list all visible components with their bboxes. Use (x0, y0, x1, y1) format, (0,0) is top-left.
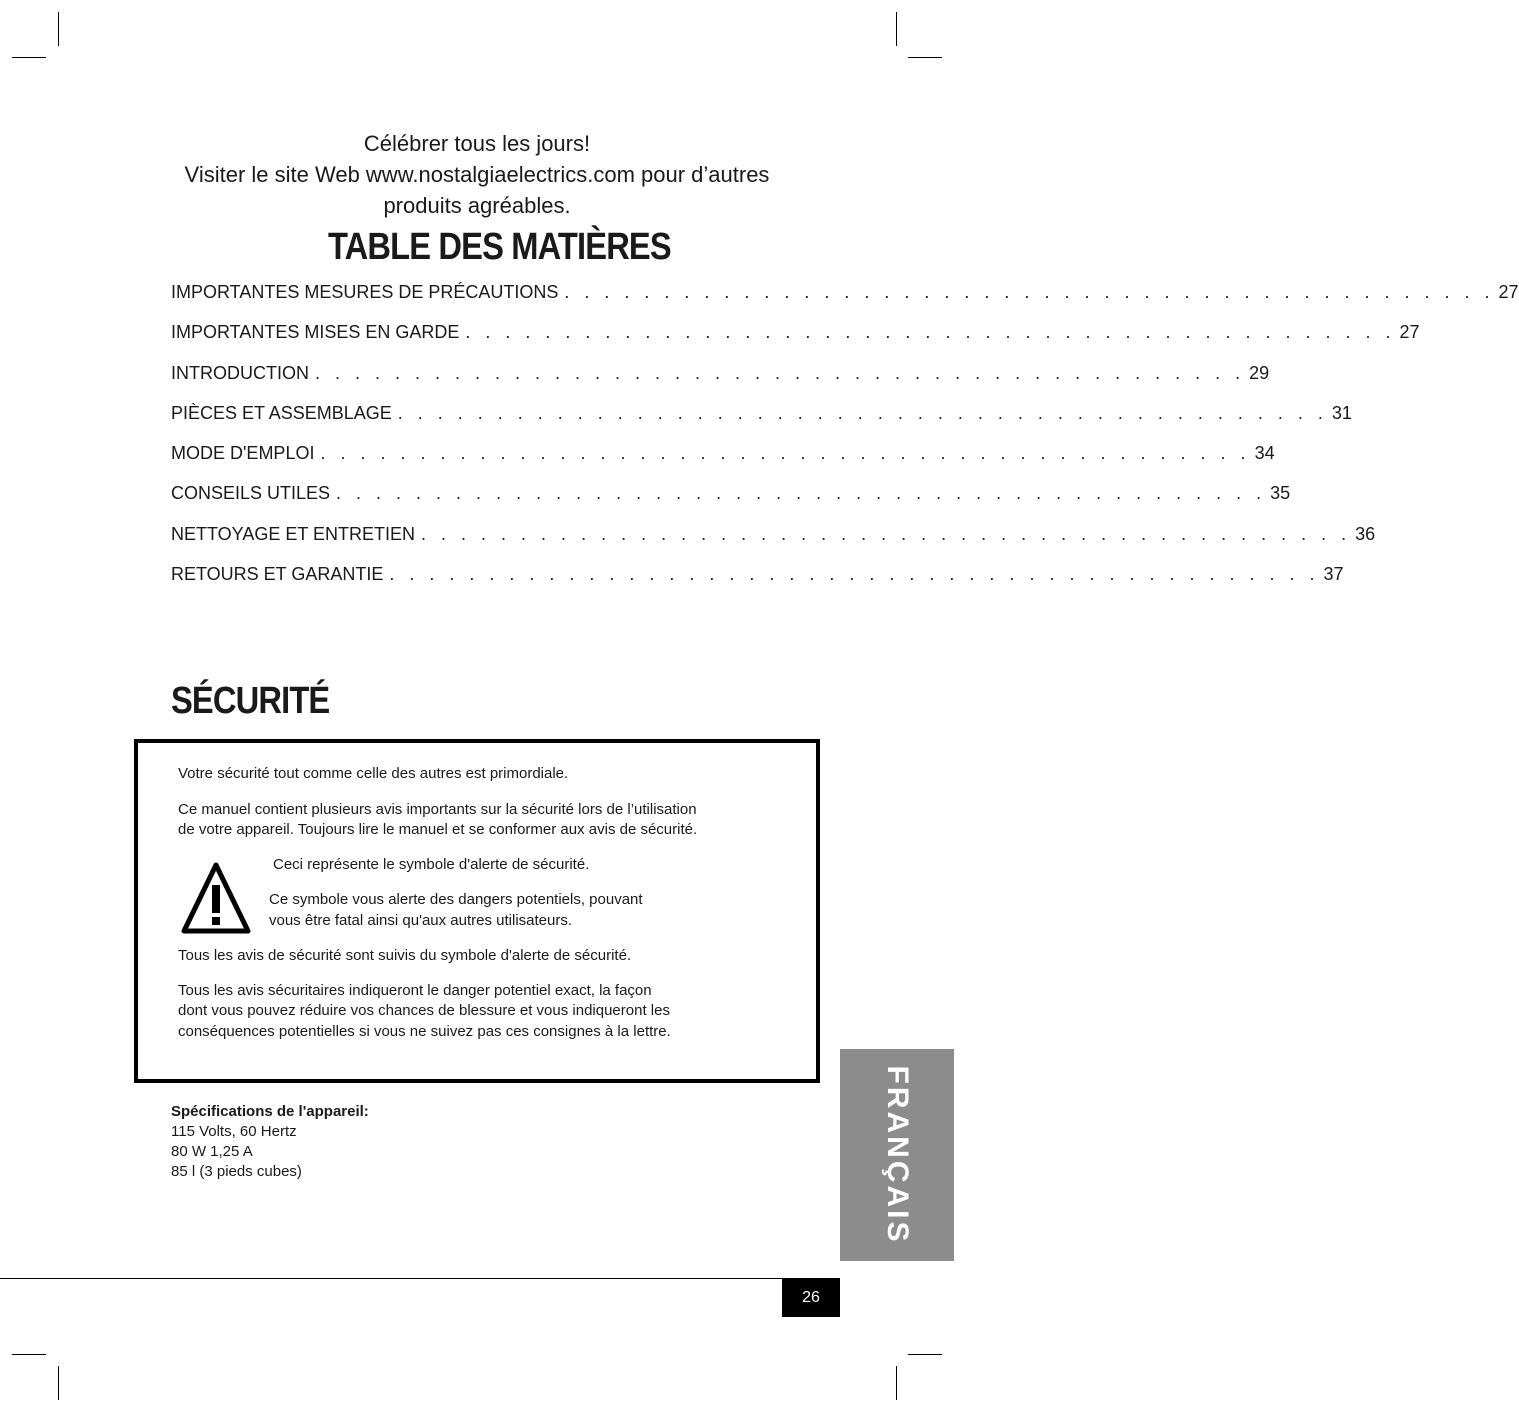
intro-text (0, 128, 954, 221)
safety-paragraph: Ce manuel contient plusieurs avis importants sur la sécurité lors de l’utilisation (178, 801, 697, 818)
safety-paragraph: Tous les avis de sécurité sont suivis du symbole d'alerte de sécurité. (178, 947, 632, 964)
toc-leader: . . . . . . . . . . . . . . . . . . . . . . . . . . . . . . . . . . . . . . . . . . . . . . . (389, 564, 1320, 585)
toc-leader: . . . . . . . . . . . . . . . . . . . . . . . . . . . . . . . . . . . . . . . . . . . . . . . (397, 402, 1328, 423)
specs-heading: Spécifications de l'appareil: (171, 1103, 369, 1120)
toc-title: TABLE DES MATIÈRES (328, 226, 671, 268)
toc-entry-label: MODE D'EMPLOI (171, 443, 315, 464)
toc-entry-label: RETOURS ET GARANTIE (171, 564, 384, 585)
language-label: FRANÇAIS (881, 1065, 914, 1245)
appliance-specifications (171, 1102, 369, 1182)
crop-mark (58, 12, 59, 46)
safety-paragraph: conséquences potentielles si vous ne suivez pas ces consignes à la lettre. (178, 1023, 671, 1040)
toc-entry[interactable] (171, 523, 1376, 564)
toc-entry-page: 34 (1254, 443, 1275, 464)
crop-mark (12, 57, 46, 58)
specs-line: 85 l (3 pieds cubes) (171, 1163, 302, 1180)
intro-line: produits agréables. (383, 193, 571, 218)
toc-entry[interactable] (171, 483, 1291, 523)
safety-paragraph: dont vous pouvez réduire vos chances de blessure et vous indiqueront les (178, 1002, 670, 1019)
toc-entry-page: 37 (1323, 564, 1344, 585)
safety-paragraph: Tous les avis sécuritaires indiqueront le danger potentiel exact, la façon (178, 982, 652, 999)
safety-symbol-caption: Ceci représente le symbole d'alerte de sécurité. (273, 856, 590, 873)
toc-entry-label: IMPORTANTES MESURES DE PRÉCAUTIONS (171, 282, 559, 302)
crop-mark (896, 1366, 897, 1400)
toc-entry[interactable] (171, 402, 1352, 443)
toc-leader: . . . . . . . . . . . . . . . . . . . . . . . . . . . . . . . . . . . . . . . . . . . . . . . (564, 282, 1495, 302)
safety-paragraph: Votre sécurité tout comme celle des autres est primordiale. (178, 765, 569, 782)
toc-entry-page: 27 (1498, 282, 1519, 302)
safety-paragraph: de votre appareil. Toujours lire le manuel et se conformer aux avis de sécurité. (178, 821, 698, 838)
warning-triangle-icon (180, 859, 252, 935)
crop-mark (896, 12, 897, 46)
safety-paragraph: vous être fatal ainsi qu'aux autres utilisateurs. (269, 912, 573, 929)
crop-mark (908, 1354, 942, 1355)
toc-entry-label: NETTOYAGE ET ENTRETIEN (171, 523, 416, 544)
footer-rule (0, 1278, 840, 1279)
toc-entry-page: 27 (1399, 322, 1420, 343)
specs-line: 115 Volts, 60 Hertz (171, 1123, 297, 1140)
intro-line: Célébrer tous les jours! (363, 131, 591, 156)
page-number-text: 26 (802, 1289, 820, 1306)
toc-entry-page: 36 (1355, 523, 1376, 544)
toc-entry[interactable] (171, 443, 1275, 483)
language-side-tab (840, 1049, 954, 1261)
toc-leader: . . . . . . . . . . . . . . . . . . . . . . . . . . . . . . . . . . . . . . . . . . . . . . . (320, 443, 1251, 464)
toc-entry-label: INTRODUCTION (171, 362, 309, 383)
toc-entry[interactable] (171, 564, 1344, 604)
intro-line: Visiter le site Web www.nostalgiaelectrics.com pour d’autres (184, 162, 770, 187)
toc-entry-page: 35 (1270, 483, 1291, 504)
safety-paragraph: Ce symbole vous alerte des dangers potentiels, pouvant (269, 891, 643, 908)
toc-entry-label: CONSEILS UTILES (171, 483, 331, 504)
toc-entry-page: 31 (1331, 402, 1352, 423)
crop-mark (58, 1366, 59, 1400)
toc-entry-label: IMPORTANTES MISES EN GARDE (171, 322, 460, 343)
table-of-contents (171, 282, 1519, 604)
toc-entry[interactable] (171, 322, 1420, 362)
toc-leader: . . . . . . . . . . . . . . . . . . . . . . . . . . . . . . . . . . . . . . . . . . . . . . . (315, 362, 1246, 383)
crop-mark (908, 57, 942, 58)
safety-notice-box (134, 739, 820, 1083)
page-number (782, 1279, 840, 1317)
toc-leader: . . . . . . . . . . . . . . . . . . . . . . . . . . . . . . . . . . . . . . . . . . . . . . . (336, 483, 1267, 504)
toc-leader: . . . . . . . . . . . . . . . . . . . . . . . . . . . . . . . . . . . . . . . . . . . . . . . (465, 322, 1396, 343)
safety-title: SÉCURITÉ (171, 680, 330, 722)
crop-mark (12, 1354, 46, 1355)
toc-entry[interactable] (171, 362, 1270, 403)
toc-entry-label: PIÈCES ET ASSEMBLAGE (171, 402, 392, 423)
toc-leader: . . . . . . . . . . . . . . . . . . . . . . . . . . . . . . . . . . . . . . . . . . . . . . . (421, 523, 1352, 544)
specs-line: 80 W 1,25 A (171, 1143, 253, 1160)
toc-entry[interactable] (171, 282, 1519, 322)
toc-entry-page: 29 (1249, 362, 1270, 383)
